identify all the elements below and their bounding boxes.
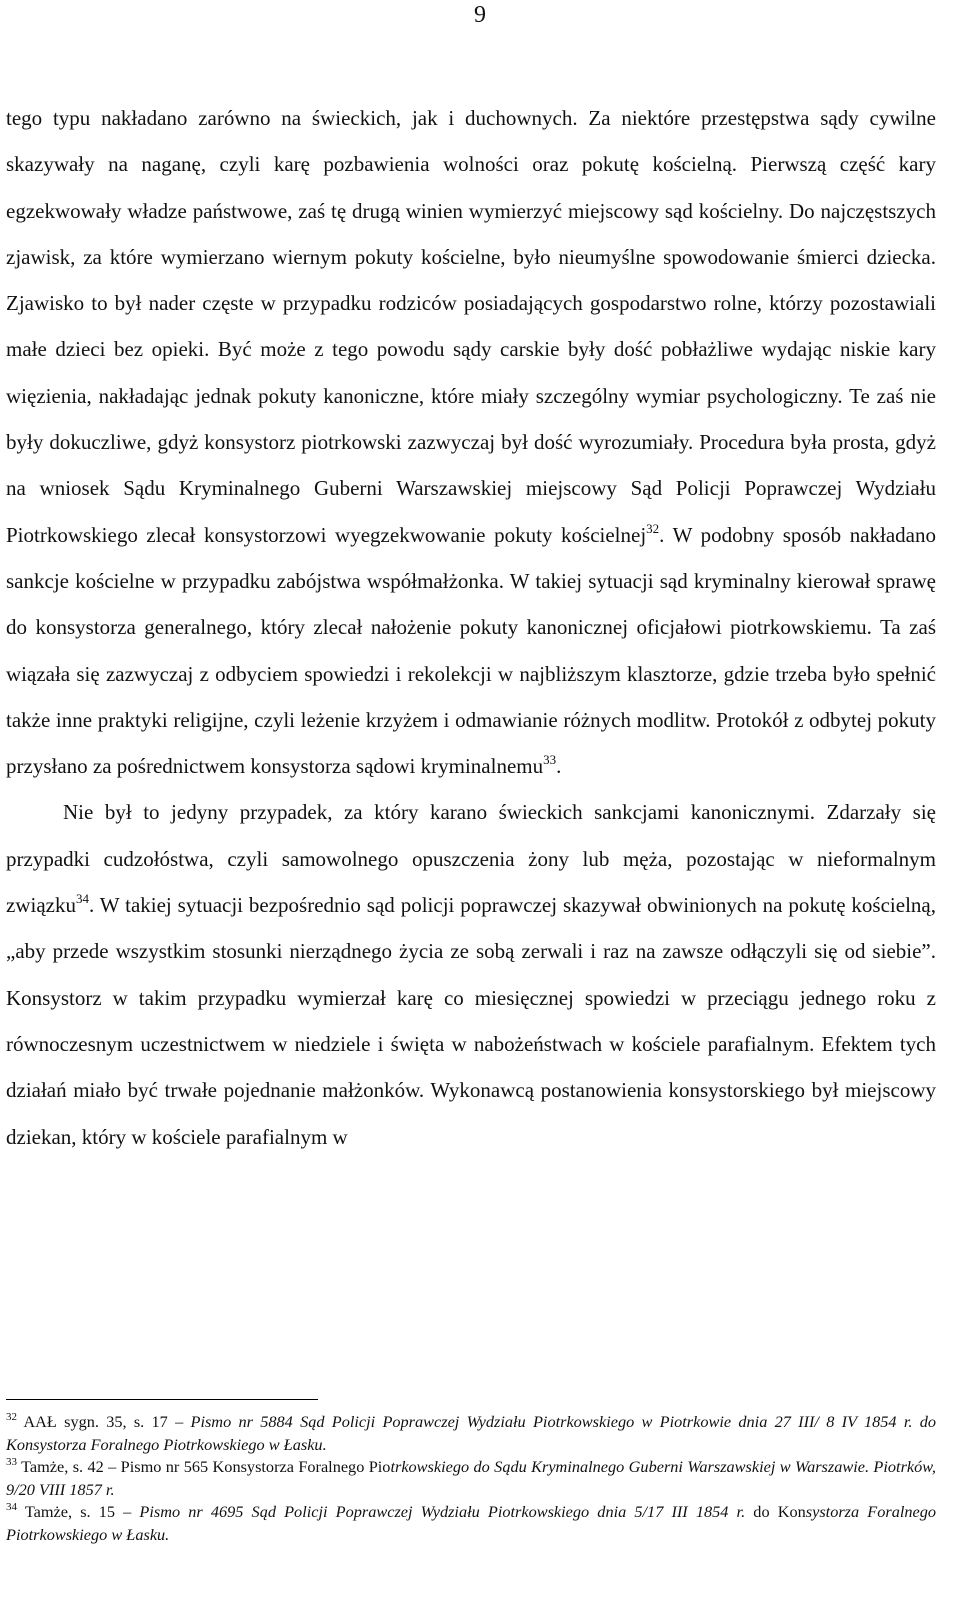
body-text [6, 95, 936, 1160]
footnote-ref-32[interactable]: 32 [646, 520, 660, 536]
footnote-number: 33 [6, 1456, 17, 1468]
footnote-ref-34[interactable]: 34 [75, 891, 89, 907]
footnote-separator [6, 1399, 318, 1400]
footnote-32: $^{32}$ AAŁ sygn. 35, s. 17 – Pismo nr 5884 Sąd Policji Poprawczej Wydziału Piotrkowskiego w Piotrkowie dnia 27 III/ 8 IV 1854 r. do Konsystorza Foralnego Piotrkowskiego w Łasku. [6, 1411, 936, 1454]
footnote-33: $^{33}$ Tamże, s. 42 – Pismo nr 565 Konsystorza Foralnego Piotrkowskiego do Sądu Kryminalnego Guberni Warszawskiej w Warszawie. Piotrków, 9/20 VIII 1857 r. [6, 1456, 936, 1499]
footnote-34: $^{34}$ Tamże, s. 15 – Pismo nr 4695 Sąd Policji Poprawczej Wydziału Piotrkowskiego dnia 5/17 III 1854 r. do Konsystorza Foralnego Piotrkowskiego w Łasku. [6, 1501, 937, 1544]
footnotes [6, 1411, 936, 1546]
footnote-ref-33[interactable]: 33 [543, 752, 557, 768]
paragraph-2: Nie był to jedyny przypadek, za który karano świeckich sankcjami kanonicznymi. Zdarzały się przypadki cudzołóstwa, czyli samowolnego opuszczenia żony lub męża, pozostając w nieformalnym związku$^{34}$. W takiej sytuacji bezpośrednio sąd policji poprawczej skazywał obwinionych na pokutę kościelną, „aby przede wszystkim stosunki nierządnego życia ze sobą zerwali i raz na zawsze odłączyli się od siebie”. Konsystorz w takim przypadku wymierzał karę co miesięcznej spowiedzi w przeciągu jednego roku z równoczesnym uczestnictwem w niedziele i święta w nabożeństwach w kościele parafialnym. Efektem tych działań miało być trwałe pojednanie małżonków. Wykonawcą postanowienia konsystorskiego był miejscowy dziekan, który w kościele parafialnym w [6, 800, 936, 1149]
paragraph-1: tego typu nakładano zarówno na świeckich, jak i duchownych. Za niektóre przestępstwa sądy cywilne skazywały na naganę, czyli karę pozbawienia wolności oraz pokutę kościelną. Pierwszą część kary egzekwowały władze państwowe, zaś tę drugą winien wymierzyć miejscowy sąd kościelny. Do najczęstszych zjawisk, za które wymierzano wiernym pokuty kościelne, było nieumyślne spowodowanie śmierci dziecka. Zjawisko to był nader częste w przypadku rodziców posiadających gospodarstwo rolne, którzy pozostawiali małe dzieci bez opieki. Być może z tego powodu sądy carskie były dość pobłażliwe wydając niskie kary więzienia, nakładając jednak pokuty kanoniczne, które miały szczególny wymiar psychologiczny. Te zaś nie były dokuczliwe, gdyż konsystorz piotrkowski zazwyczaj był dość wyrozumiały. Procedura była prosta, gdyż na wniosek Sądu Kryminalnego Guberni Warszawskiej miejscowy Sąd Policji Poprawczej Wydziału Piotrkowskiego zlecał konsystorzowi wyegzekwowanie pokuty kościelnej$^{32}$. W podobny sposób nakładano sankcje kościelne w przypadku zabójstwa współmałżonka. W takiej sytuacji sąd kryminalny kierował sprawę do konsystorza generalnego, który zlecał nałożenie pokuty kanonicznej oficjałowi piotrkowskiemu. Ta zaś wiązała się zazwyczaj z odbyciem spowiedzi i rekolekcji w najbliższym klasztorze, gdzie trzeba było spełnić także inne praktyki religijne, czyli leżenie krzyżem i odmawianie różnych modlitw. Protokół z odbytej pokuty przysłano za pośrednictwem konsystorza sądowi kryminalnemu$^{33}$. [6, 106, 936, 779]
footnote-number: 34 [6, 1501, 17, 1513]
page-number: 9 [474, 2, 486, 28]
footnote-number: 32 [6, 1411, 17, 1423]
